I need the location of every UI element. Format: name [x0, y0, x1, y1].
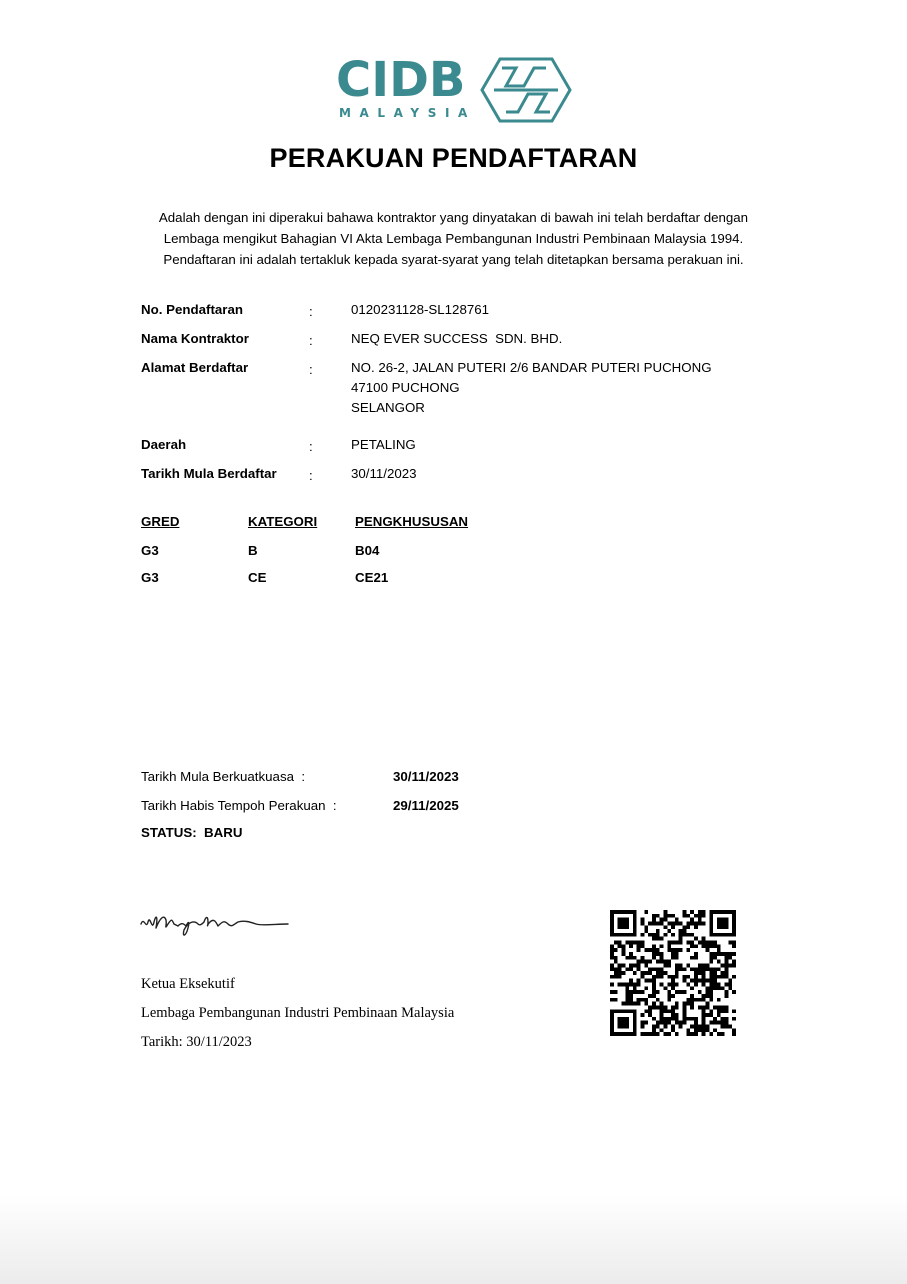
colon: : — [309, 439, 313, 454]
registration-no-label: No. Pendaftaran — [141, 302, 243, 317]
qr-code-icon — [610, 910, 736, 1036]
table-cell: G3 — [141, 570, 159, 585]
colon: : — [309, 304, 313, 319]
logo-main-text: CIDB — [336, 52, 466, 108]
signatory-title: Ketua Eksekutif — [141, 976, 235, 992]
intro-line-1: Adalah dengan ini diperakui bahawa kontraktor yang dinyatakan di bawah ini telah berdaftar dengan — [158, 210, 749, 225]
signature-icon — [138, 902, 298, 942]
effective-date-label: Tarikh Mula Berkuatkuasa : — [141, 769, 306, 784]
address-label: Alamat Berdaftar — [141, 360, 249, 375]
table-cell: CE — [248, 570, 267, 585]
certificate-title: PERAKUAN PENDAFTARAN — [269, 143, 638, 173]
cidb-mark-icon — [480, 56, 572, 124]
address-line-3: SELANGOR — [351, 400, 425, 415]
registration-no-value: 0120231128-SL128761 — [351, 302, 490, 317]
signatory-date: Tarikh: 30/11/2023 — [141, 1034, 252, 1050]
address-line-1: NO. 26-2, JALAN PUTERI 2/6 BANDAR PUTERI PUCHONG — [351, 360, 712, 375]
colon: : — [309, 362, 313, 377]
expiry-date-label: Tarikh Habis Tempoh Perakuan : — [141, 798, 337, 813]
table-cell: B — [248, 543, 258, 558]
colon: : — [309, 468, 313, 483]
page-bottom-shade — [0, 1194, 907, 1284]
table-cell: CE21 — [355, 570, 389, 585]
logo-sub-text: MALAYSIA — [339, 106, 476, 120]
registered-since-value: 30/11/2023 — [351, 466, 417, 481]
table-header-gred: GRED — [141, 514, 180, 529]
contractor-name-label: Nama Kontraktor — [141, 331, 249, 346]
signatory-organization: Lembaga Pembangunan Industri Pembinaan Malaysia — [141, 1005, 455, 1021]
effective-date-value: 30/11/2023 — [393, 769, 459, 784]
table-header-pengkhususan: PENGKHUSUSAN — [355, 514, 469, 529]
district-value: PETALING — [351, 437, 416, 452]
table-cell: G3 — [141, 543, 159, 558]
registered-since-label: Tarikh Mula Berdaftar — [141, 466, 277, 481]
expiry-date-value: 29/11/2025 — [393, 798, 459, 813]
address-line-2: 47100 PUCHONG — [351, 380, 460, 395]
district-label: Daerah — [141, 437, 187, 452]
intro-line-2: Lembaga mengikut Bahagian VI Akta Lembaga Pembangunan Industri Pembinaan Malaysia 1994. — [163, 231, 744, 246]
table-header-kategori: KATEGORI — [248, 514, 318, 529]
table-cell: B04 — [355, 543, 380, 558]
contractor-name-value: NEQ EVER SUCCESS SDN. BHD. — [351, 331, 563, 346]
cidb-logo — [336, 54, 576, 126]
intro-line-3: Pendaftaran ini adalah tertakluk kepada syarat-syarat yang telah ditetapkan bersama perakuan ini. — [163, 252, 744, 267]
colon: : — [309, 333, 313, 348]
status-text: STATUS: BARU — [141, 825, 243, 840]
